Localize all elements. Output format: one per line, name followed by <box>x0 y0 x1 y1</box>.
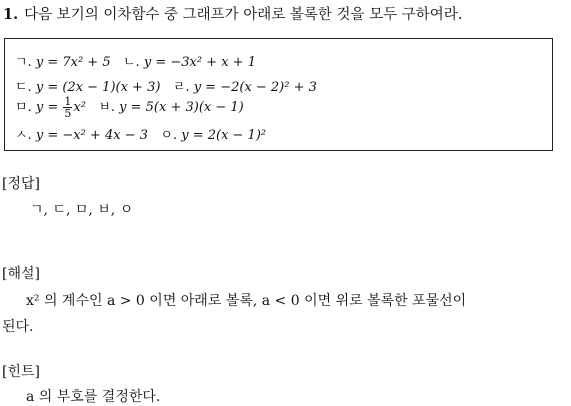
choice-row-3 <box>15 96 244 119</box>
hint-heading: [힌트] <box>2 364 40 380</box>
hint-text: a 의 부호를 결정한다. <box>26 389 161 405</box>
choice-equation: y = 7x² + 5 <box>35 55 111 70</box>
fraction-numerator: 1 <box>64 95 72 108</box>
fraction <box>63 96 72 119</box>
choice-row-2 <box>15 76 317 95</box>
choice-label: ㄷ. <box>15 80 32 95</box>
choices-box <box>4 38 553 151</box>
choice-label: ㄹ. <box>172 80 190 95</box>
choice-label: ㄴ. <box>123 55 140 70</box>
choice-label: ㅂ. <box>98 100 116 115</box>
explanation-line-1: x² 의 계수인 a > 0 이면 아래로 볼록, a < 0 이면 위로 볼록한 포물선이 <box>26 293 467 309</box>
answer-heading: [정답] <box>2 176 40 192</box>
question-number: 1. <box>3 6 19 23</box>
answer-text: ㄱ, ㄷ, ㅁ, ㅂ, ㅇ <box>30 202 134 218</box>
explanation-heading: [해설] <box>2 266 40 282</box>
choice-equation: y = −3x² + x + 1 <box>143 55 256 70</box>
choice-equation: y = −2(x − 2)² + 3 <box>193 80 317 95</box>
choice-equation: y = (2x − 1)(x + 3) <box>35 80 161 95</box>
fraction-denominator: 5 <box>64 107 72 120</box>
choice-equation-suffix: x² <box>73 100 86 115</box>
choice-equation: y = −x² + 4x − 3 <box>35 128 148 143</box>
choice-row-1 <box>15 51 256 70</box>
choice-label: ㄱ. <box>15 55 32 70</box>
choice-label: ㅁ. <box>15 100 32 115</box>
choice-equation-prefix: y = <box>35 100 63 115</box>
choice-row-4 <box>15 124 266 143</box>
question-line <box>3 3 462 24</box>
choice-equation: y = 2(x − 1)² <box>181 128 267 143</box>
choice-label: ㅇ. <box>160 128 178 143</box>
explanation-line-2: 된다. <box>2 319 34 335</box>
choice-label: ㅅ. <box>15 128 32 143</box>
question-text: 다음 보기의 이차함수 중 그래프가 아래로 볼록한 것을 모두 구하여라. <box>24 7 463 23</box>
choice-equation: y = 5(x + 3)(x − 1) <box>119 100 244 115</box>
